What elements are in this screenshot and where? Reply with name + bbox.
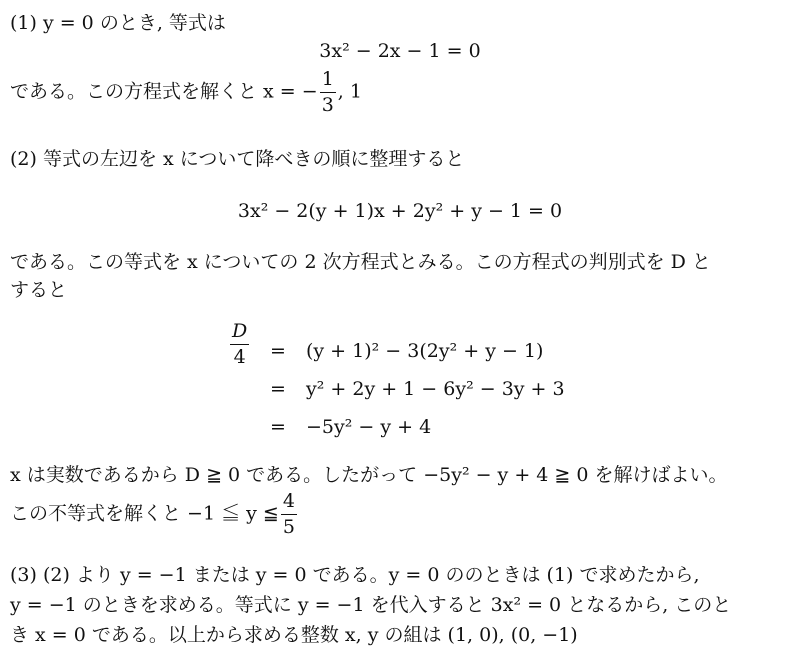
fraction-denominator: 4 [230, 344, 249, 367]
part2-inequality-prefix: この不等式を解くと −1 ≦ y ≦ [10, 502, 279, 525]
discriminant-eq-3: = [270, 416, 286, 438]
part2-inequality-fraction [281, 492, 297, 537]
part2-inequality [10, 492, 299, 537]
part1-equation: 3x² − 2x − 1 = 0 [319, 40, 481, 62]
discriminant-row-1: (y + 1)² − 3(2y² + y − 1) [306, 340, 544, 362]
fraction-denominator: 5 [282, 516, 295, 538]
d-over-4-fraction [230, 322, 249, 367]
part1-solution-prefix: である。この方程式を解くと x = − [10, 80, 318, 103]
discriminant-row-3: −5y² − y + 4 [306, 416, 432, 438]
part2-text-1: である。この等式を x についての 2 次方程式とみる。この方程式の判別式を D と [10, 251, 711, 273]
fraction-numerator: 1 [321, 68, 334, 90]
fraction-denominator: 3 [321, 94, 334, 116]
part1-solution [10, 70, 362, 115]
part2-text-2: すると [10, 279, 68, 301]
part3-line-1: (3) (2) より y = −1 または y = 0 である。y = 0 ののときは (1) で求めたから, [10, 564, 700, 586]
discriminant-lhs [228, 322, 251, 367]
part1-solution-fraction [320, 70, 336, 115]
discriminant-eq-2: = [270, 378, 286, 400]
part3-line-3: き x = 0 である。以上から求める整数 x, y の組は (1, 0), (0, −1) [10, 624, 578, 646]
part1-solution-suffix: , 1 [337, 80, 362, 103]
part2-intro: (2) 等式の左辺を x について降べきの順に整理すると [10, 148, 465, 170]
part2-condition: x は実数であるから D ≧ 0 である。したがって −5y² − y + 4 ≧ 0 を解けばよい。 [10, 464, 728, 486]
part2-equation: 3x² − 2(y + 1)x + 2y² + y − 1 = 0 [237, 200, 563, 222]
fraction-numerator: D [232, 320, 248, 342]
discriminant-eq-1: = [270, 340, 286, 362]
fraction-numerator: 4 [282, 490, 295, 512]
part3-line-2: y = −1 のときを求める。等式に y = −1 を代入すると 3x² = 0 となるから, このと [10, 594, 732, 616]
discriminant-row-2: y² + 2y + 1 − 6y² − 3y + 3 [306, 378, 565, 400]
part1-intro: (1) y = 0 のとき, 等式は [10, 12, 226, 34]
